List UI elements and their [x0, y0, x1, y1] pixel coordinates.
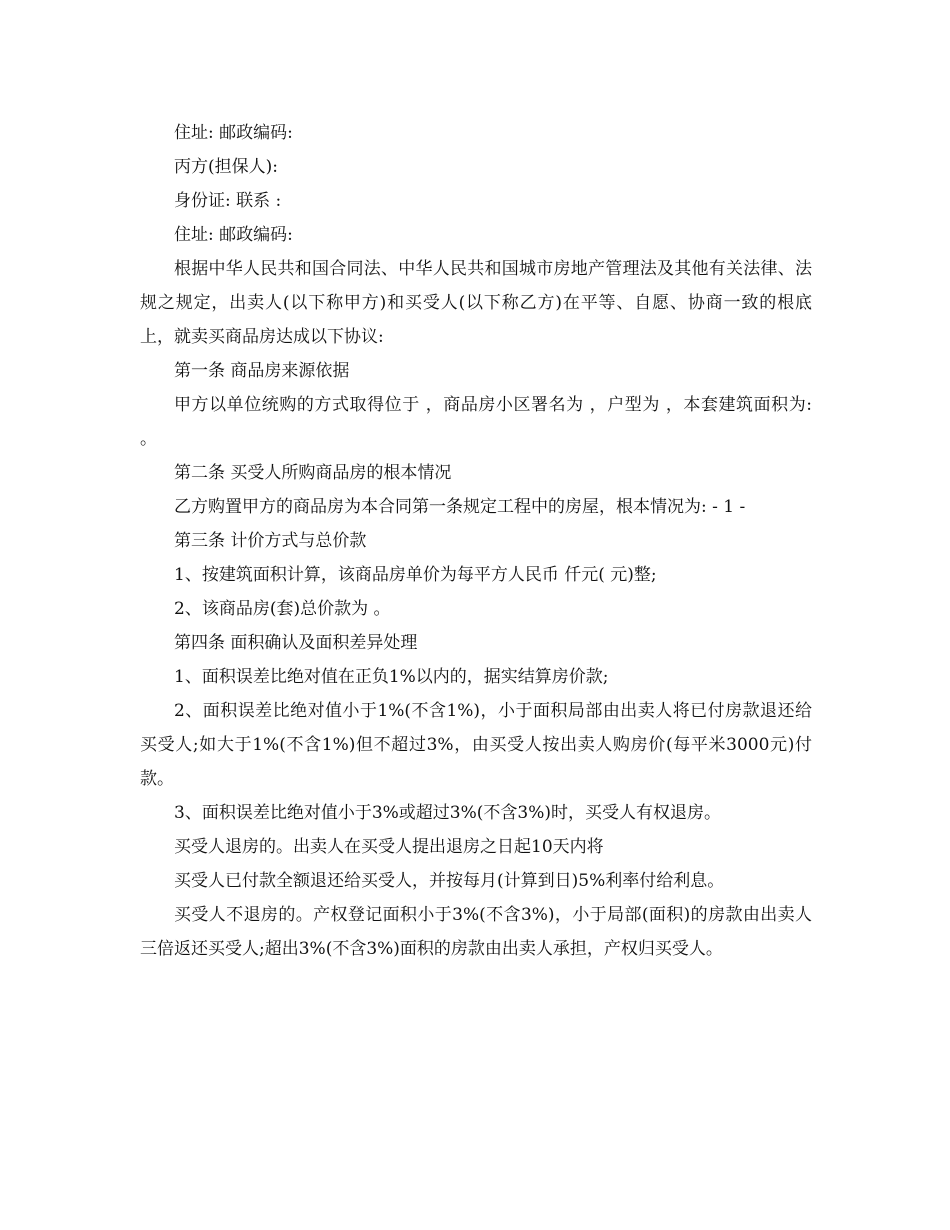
paragraph-address-1: 住址: 邮政编码:: [174, 123, 293, 143]
paragraph-address-2: 住址: 邮政编码:: [174, 225, 293, 245]
refund-paragraph-1: 买受人退房的。出卖人在买受人提出退房之日起10天内将: [174, 837, 604, 857]
article-2-heading: 第二条 买受人所购商品房的根本情况: [174, 463, 452, 483]
no-refund-paragraph: 买受人不退房的。产权登记面积小于3%(不含3%)，小于局部(面积)的房款由出卖人三倍返还买受人;超出3%(不含3%)面积的房款由出卖人承担，产权归买受人。: [140, 905, 812, 959]
article-3-item-2: 2、该商品房(套)总价款为 。: [174, 599, 391, 619]
article-4-item-3: 3、面积误差比绝对值小于3%或超过3%(不含3%)时，买受人有权退房。: [174, 803, 721, 823]
article-3-heading: 第三条 计价方式与总价款: [174, 531, 367, 551]
paragraph-id-contact: 身份证: 联系 :: [174, 191, 282, 211]
article-4-heading: 第四条 面积确认及面积差异处理: [174, 633, 418, 653]
paragraph-preamble: 根据中华人民共和国合同法、中华人民共和国城市房地产管理法及其他有关法律、法规之规定，出卖人(以下称甲方)和买受人(以下称乙方)在平等、自愿、协商一致的根底上，就卖买商品房达成以下协议:: [140, 259, 812, 347]
refund-paragraph-2: 买受人已付款全额退还给买受人，并按每月(计算到日)5%利率付给利息。: [174, 871, 725, 891]
article-2-body: 乙方购置甲方的商品房为本合同第一条规定工程中的房屋，根本情况为: - 1 -: [174, 497, 746, 517]
article-3-item-1: 1、按建筑面积计算，该商品房单价为每平方人民币 仟元( 元)整;: [174, 565, 657, 585]
article-4-item-1: 1、面积误差比绝对值在正负1%以内的，据实结算房价款;: [174, 667, 609, 687]
paragraph-party-c: 丙方(担保人):: [174, 157, 278, 177]
article-1-heading: 第一条 商品房来源依据: [174, 361, 350, 381]
document-body: [140, 116, 812, 966]
article-1-body: 甲方以单位统购的方式取得位于 ，商品房小区署名为 ，户型为 ，本套建筑面积为: 。: [140, 395, 812, 449]
article-4-item-2: 2、面积误差比绝对值小于1%(不含1%)，小于面积局部由出卖人将已付房款退还给买受人;如大于1%(不含1%)但不超过3%，由买受人按出卖人购房价(每平米3000元)付款。: [140, 701, 812, 789]
